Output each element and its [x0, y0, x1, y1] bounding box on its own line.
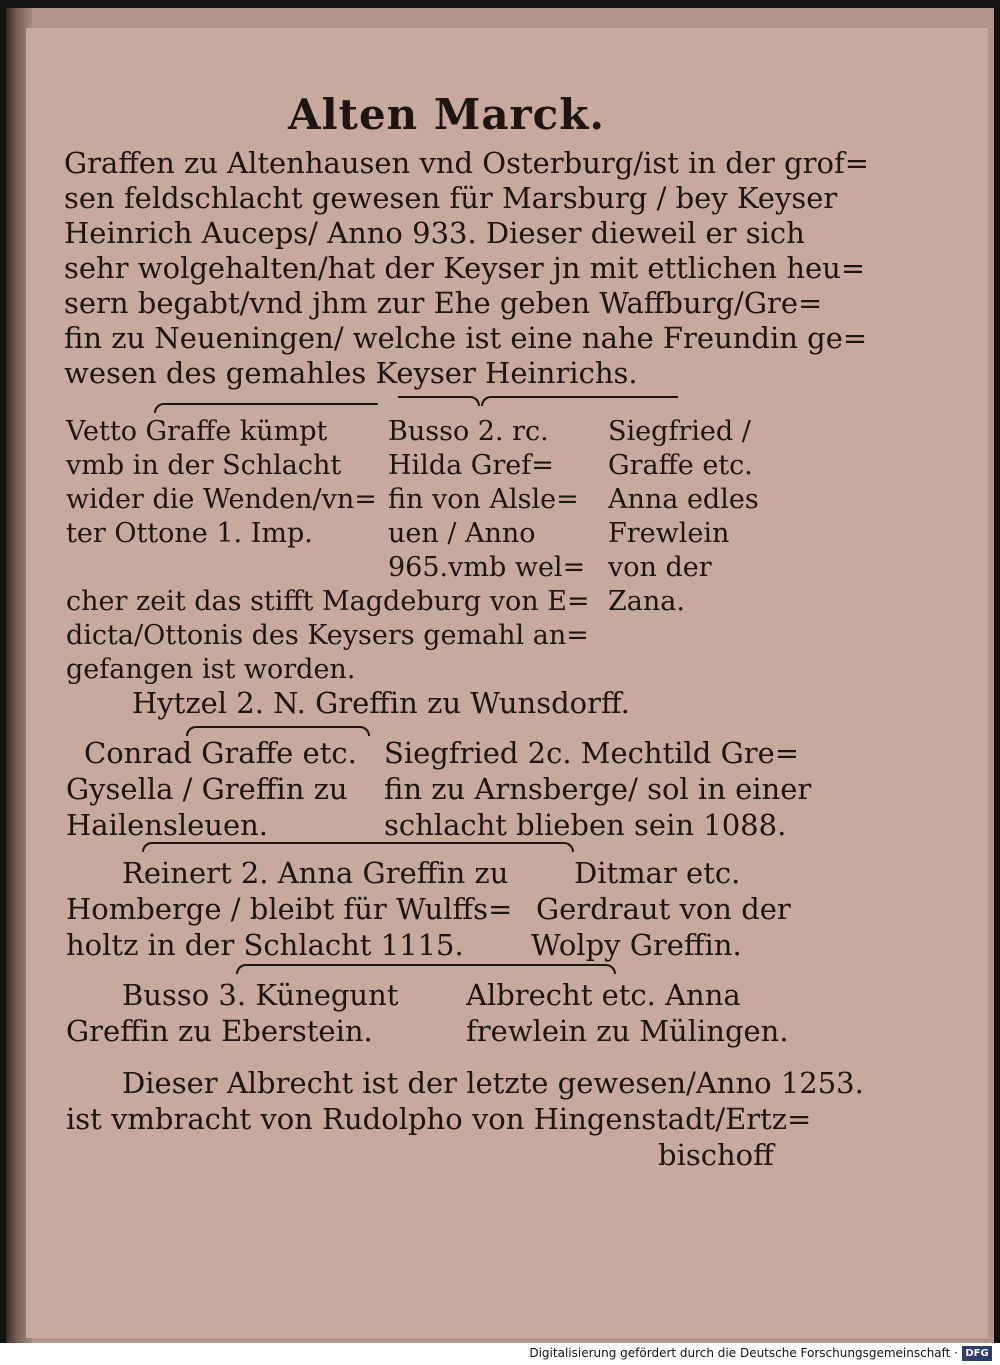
gen1-right-line: Graffe etc.	[608, 450, 753, 481]
genealogy-brace	[548, 964, 616, 974]
intro-line: sehr wolgehalten/hat der Keyser jn mit ettlichen heu=	[64, 251, 866, 285]
gen1-left-line: Vetto Graffe kümpt	[66, 416, 328, 447]
gen1-left-line: wider die Wenden/vn=	[66, 484, 377, 515]
closing-line: Dieser Albrecht ist der letzte gewesen/Anno 1253.	[122, 1066, 864, 1100]
gen4-left-line: Busso 3. Künegunt	[122, 978, 399, 1012]
gen1-continuation-line: cher zeit das stifft Magdeburg von E=	[66, 586, 590, 617]
gen1-middle-line: uen / Anno	[388, 518, 536, 549]
gen1-right-line: von der	[608, 552, 712, 583]
genealogy-brace	[236, 964, 548, 974]
closing-line: bischoff	[658, 1138, 774, 1172]
genealogy-brace	[398, 396, 480, 406]
genealogy-brace	[154, 403, 378, 413]
gen1-left-line: vmb in der Schlacht	[66, 450, 342, 481]
gen1-right-line: Anna edles	[608, 484, 759, 515]
intro-line: Heinrich Auceps/ Anno 933. Dieser dieweil er sich	[64, 216, 805, 250]
gen1-continuation-line: dicta/Ottonis des Keysers gemahl an=	[66, 620, 589, 651]
genealogy-brace	[308, 726, 370, 736]
gen3-right-line: Wolpy Greffin.	[531, 928, 742, 962]
gen3-right-line: Ditmar etc.	[574, 856, 741, 890]
intro-line: Graffen zu Altenhausen vnd Osterburg/ist in der grof=	[64, 146, 869, 180]
gen2-left-line: Hailensleuen.	[66, 808, 269, 842]
gen1-middle-line: Busso 2. rc.	[388, 416, 549, 447]
gen4-right-line: Albrecht etc. Anna	[466, 978, 741, 1012]
gen1-right-line: Zana.	[608, 586, 685, 617]
intro-line: sen feldschlacht gewesen für Marsburg / bey Keyser	[64, 181, 838, 215]
gen2-left-line: Conrad Graffe etc.	[84, 736, 357, 770]
gen3-left-line: holtz in der Schlacht 1115.	[66, 928, 464, 962]
genealogy-brace	[142, 842, 502, 852]
gen2-right-line: Siegfried 2c. Mechtild Gre=	[384, 736, 800, 770]
gen1-continuation-line: gefangen ist worden.	[66, 654, 356, 685]
gen2-right-line: schlacht blieben sein 1088.	[384, 808, 787, 842]
gen1-left-line: ter Ottone 1. Imp.	[66, 518, 313, 549]
gen2-right-line: fin zu Arnsberge/ sol in einer	[384, 772, 812, 806]
gen4-left-line: Greffin zu Eberstein.	[66, 1014, 373, 1048]
intro-line: fin zu Neueningen/ welche ist eine nahe Freundin ge=	[64, 321, 868, 355]
gen1-right-line: Siegfried /	[608, 416, 751, 447]
gen1-middle-line: fin von Alsle=	[388, 484, 579, 515]
intro-line: sern begabt/vnd jhm zur Ehe geben Waffburg/Gre=	[64, 286, 823, 320]
gen1-middle-line: 965.vmb wel=	[388, 552, 586, 583]
genealogy-brace	[186, 726, 308, 736]
footer-credit: Digitalisierung gefördert durch die Deutsche Forschungsgemeinschaft ·	[529, 1346, 958, 1360]
gen3-left-line: Reinert 2. Anna Greffin zu	[122, 856, 509, 890]
footer-bar	[0, 1343, 1000, 1365]
gen3-left-line: Homberge / bleibt für Wulffs=	[66, 892, 513, 926]
running-title: Alten Marck.	[288, 90, 605, 139]
intro-line: wesen des gemahles Keyser Heinrichs.	[64, 356, 638, 390]
closing-line: ist vmbracht von Rudolpho von Hingenstadt/Ertz=	[66, 1102, 812, 1136]
scan-background	[6, 8, 994, 1343]
gen1-right-line: Frewlein	[608, 518, 730, 549]
gen1-middle-line: Hilda Gref=	[388, 450, 554, 481]
page	[26, 28, 988, 1338]
gen3-right-line: Gerdraut von der	[536, 892, 791, 926]
gen1-spouse-line: Hytzel 2. N. Greffin zu Wunsdorff.	[132, 686, 630, 720]
dfg-logo: DFG	[962, 1346, 992, 1361]
gen2-left-line: Gysella / Greffin zu	[66, 772, 348, 806]
gen4-right-line: frewlein zu Mülingen.	[466, 1014, 789, 1048]
genealogy-brace	[502, 842, 574, 852]
genealogy-brace	[481, 396, 678, 406]
